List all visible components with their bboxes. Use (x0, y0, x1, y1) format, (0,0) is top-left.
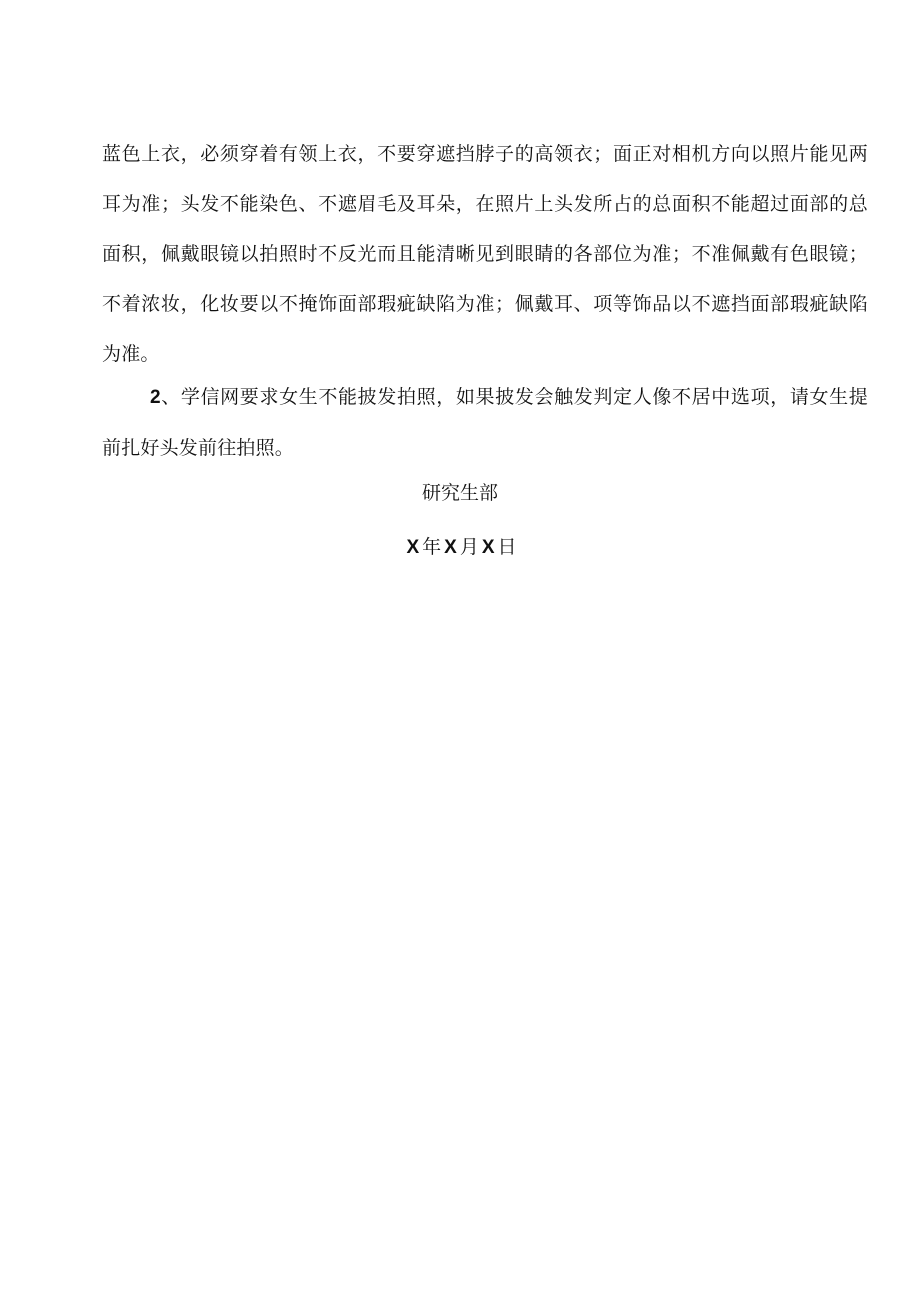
date-day-value: X (481, 537, 495, 558)
signature-date (0, 532, 920, 563)
date-day-unit: 日 (497, 536, 517, 558)
requirements-paragraph: 蓝色上衣，必须穿着有领上衣，不要穿遮挡脖子的高领衣；面正对相机方向以照片能见两耳为准；头发不能染色、不遮眉毛及耳朵，在照片上头发所占的总面积不能超过面部的总面积，佩戴眼镜以拍照时不反光而且能清晰见到眼睛的各部位为准；不准佩戴有色眼镜；不着浓妆，化妆要以不掩饰面部瑕疵缺陷为准；佩戴耳、项等饰品以不遮挡面部瑕疵缺陷为准。 (102, 143, 868, 365)
hair-requirement-paragraph (102, 372, 868, 473)
date-year-unit: 年 (422, 536, 442, 558)
item-text: 、学信网要求女生不能披发拍照，如果披发会触发判定人像不居中选项，请女生提前扎好头发前往拍照。 (102, 386, 868, 459)
item-number: 2 (150, 387, 161, 408)
date-year-value: X (406, 537, 420, 558)
signature-department: 研究生部 (421, 482, 498, 504)
date-month-unit: 月 (459, 536, 479, 558)
date-month-value: X (444, 537, 457, 558)
